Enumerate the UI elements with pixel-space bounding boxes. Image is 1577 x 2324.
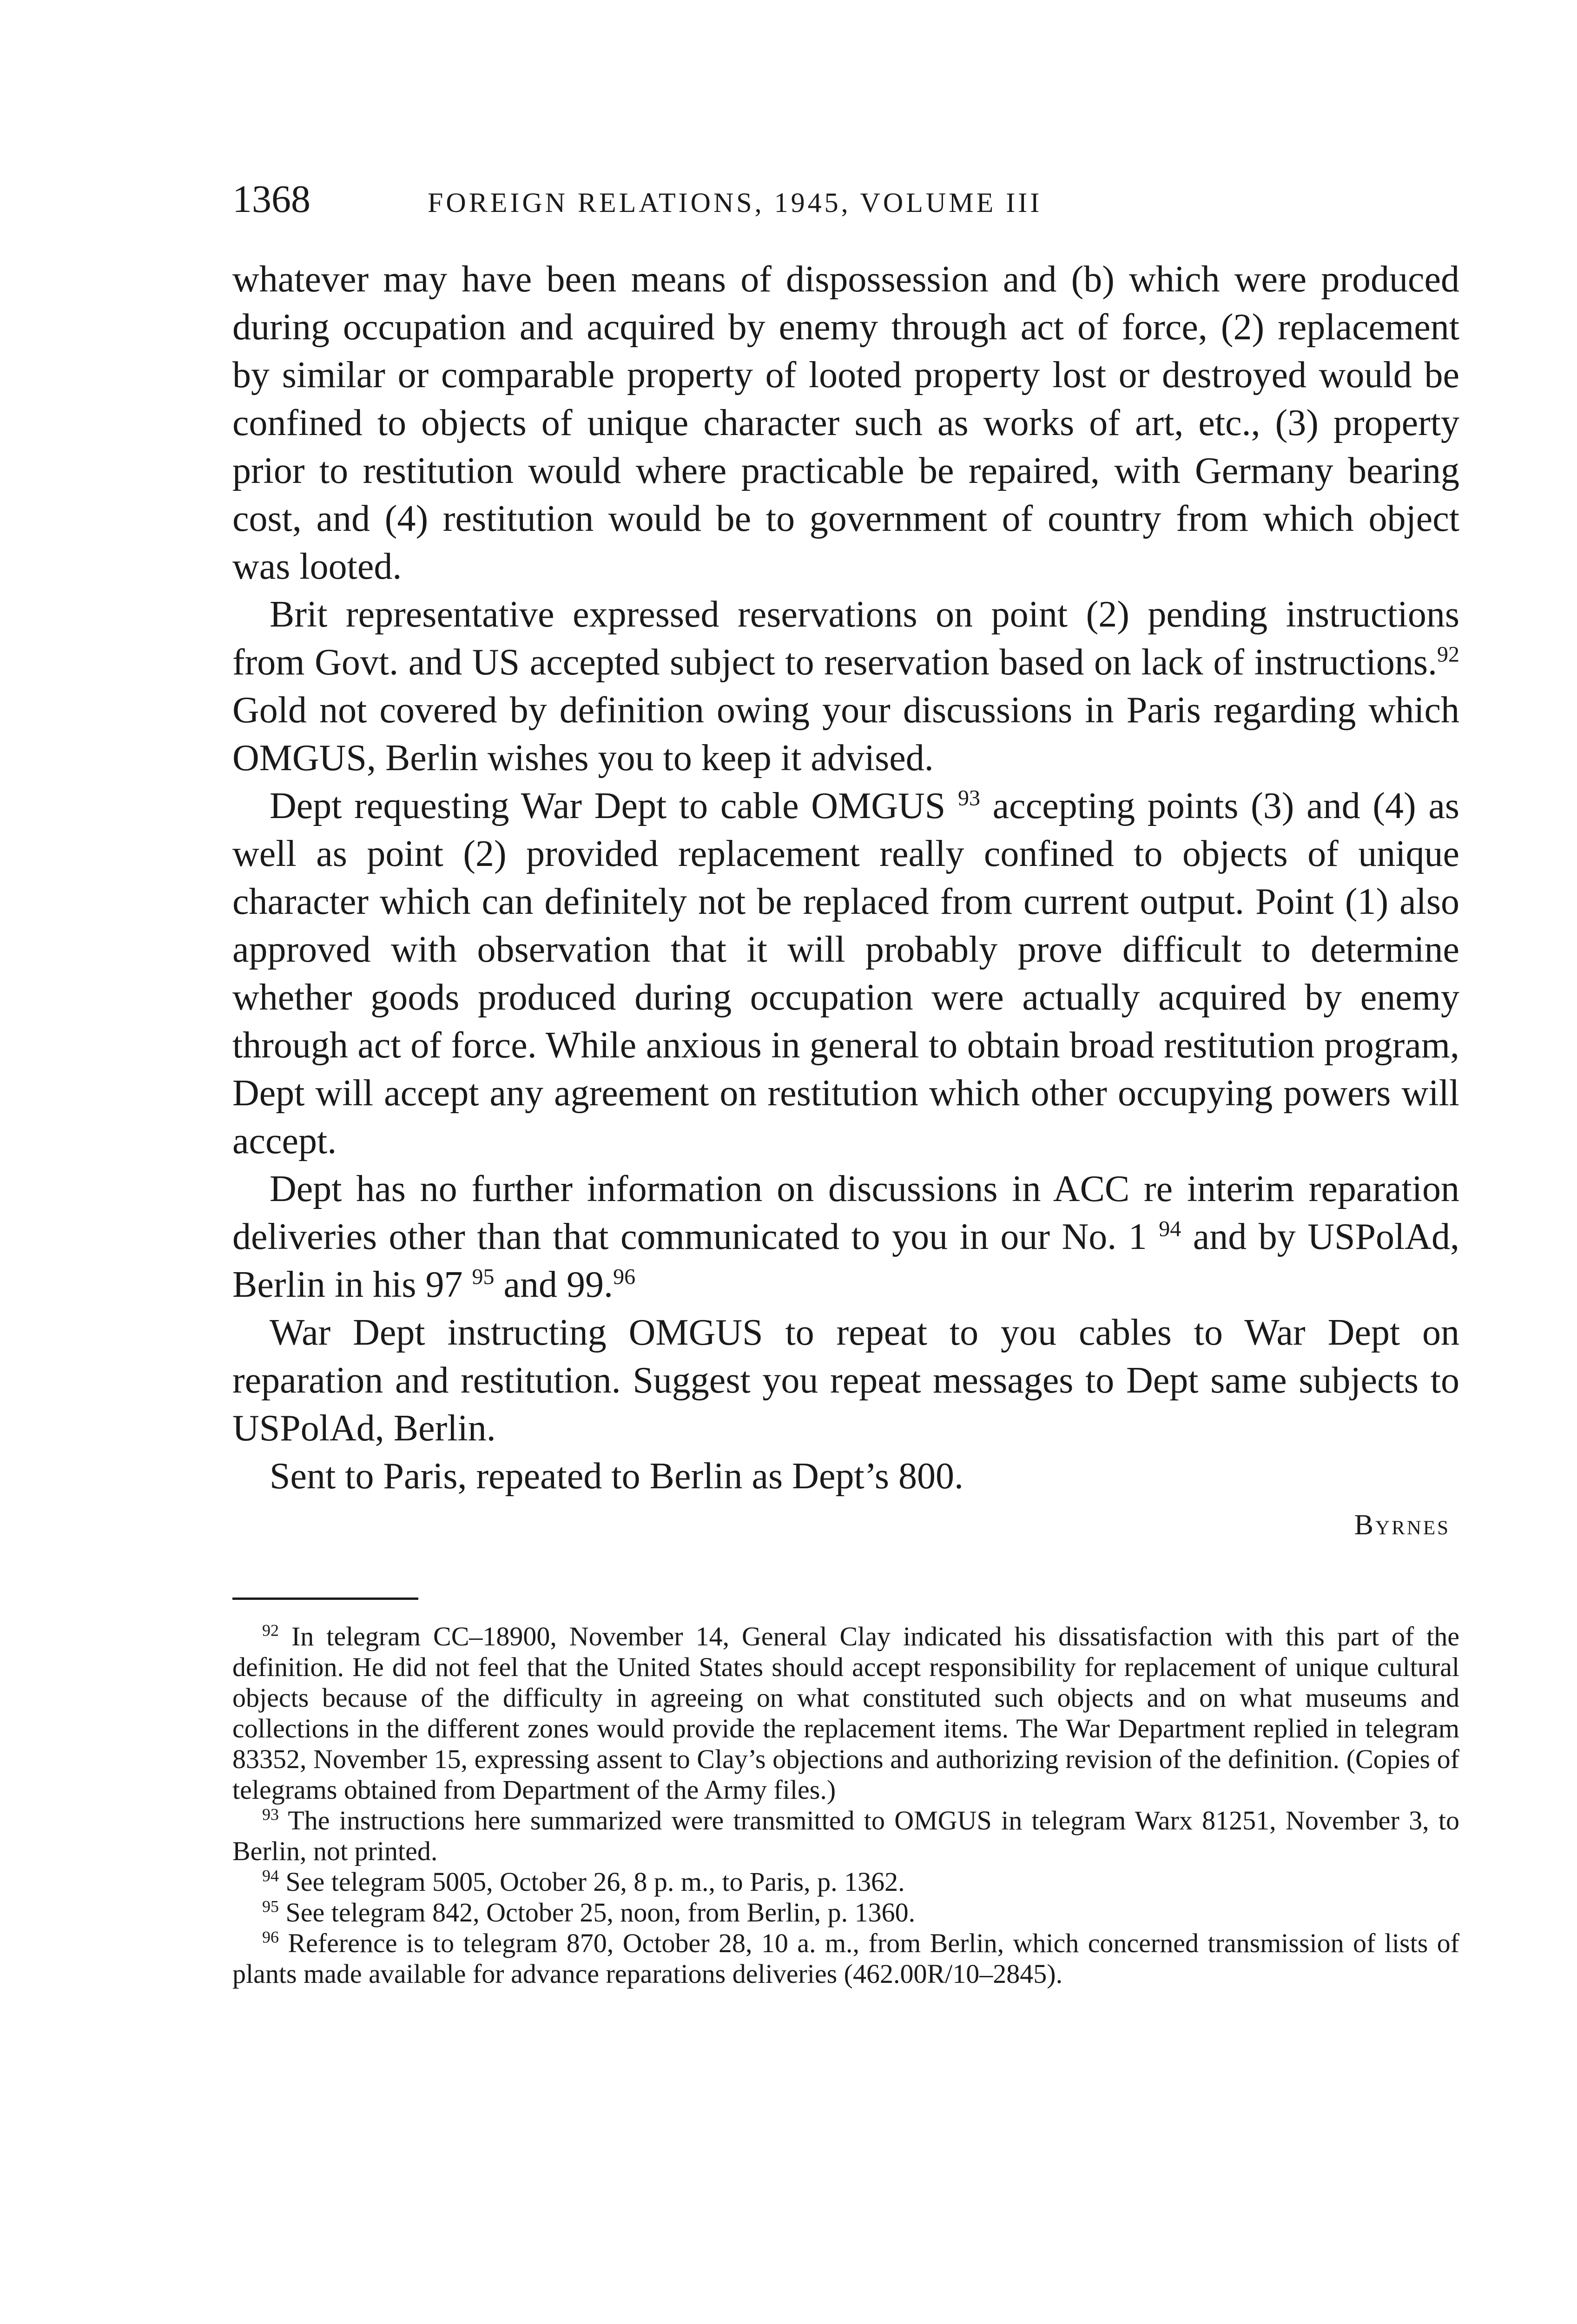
footnote-mark: 95: [262, 1897, 279, 1916]
footnote-text: See telegram 842, October 25, noon, from Berlin, p. 1360.: [279, 1897, 916, 1928]
footnote-mark: 93: [262, 1805, 279, 1824]
footnote-ref-96[interactable]: 96: [613, 1264, 636, 1289]
paragraph-2-part-b: Gold not covered by definition owing your discussions in Paris regarding which OMGUS, Berlin wishes you to keep it advised.: [232, 690, 1459, 779]
paragraph-5: War Dept instructing OMGUS to repeat to you cables to War Dept on reparation and restitution. Suggest you repeat messages to Dept same subjects to USPolAd, Berlin.: [232, 1312, 1459, 1449]
footnote-mark: 96: [262, 1928, 279, 1947]
footnote-93: [232, 1805, 1459, 1867]
footnote-ref-93[interactable]: 93: [957, 786, 980, 811]
paragraph-4-part-a: Dept has no further information on discussions in ACC re interim reparation deliveries other than that communicated to you in our No. 1: [232, 1169, 1459, 1257]
paragraph-2: [232, 591, 1459, 782]
footnote-text: In telegram CC–18900, November 14, General Clay indicated his dissatisfaction with this part of the definition. He did not feel that the United States should accept responsibility for replacement of unique cultural objects because of the difficulty in agreeing on what constituted such objects and on what museums and collections in the different zones would provide the replacement items. The War Department replied in telegram 83352, November 15, expressing assent to Clay’s objections and authorizing revision of the definition. (Copies of telegrams obtained from Department of the Army files.): [232, 1621, 1459, 1805]
footnote-94: [232, 1867, 1459, 1897]
footnote-text: See telegram 5005, October 26, 8 p. m., to Paris, p. 1362.: [279, 1867, 905, 1897]
footnote-divider: [232, 1598, 418, 1600]
footnote-ref-94[interactable]: 94: [1159, 1216, 1181, 1241]
footnote-ref-92[interactable]: 92: [1437, 642, 1459, 667]
paragraph-4: [232, 1165, 1459, 1309]
signature: Byrnes: [1354, 1509, 1450, 1541]
paragraph-4-part-c: and 99.: [494, 1264, 614, 1305]
footnote-96: [232, 1928, 1459, 1989]
footnote-mark: 94: [262, 1866, 279, 1885]
page-number: 1368: [232, 178, 310, 221]
body-text: [232, 256, 1459, 1500]
running-title: FOREIGN RELATIONS, 1945, VOLUME III: [428, 187, 1043, 218]
running-head: [232, 177, 1459, 237]
footnote-92: [232, 1621, 1459, 1805]
paragraph-3: [232, 782, 1459, 1165]
footnotes: [232, 1621, 1459, 1989]
footnote-text: The instructions here summarized were transmitted to OMGUS in telegram Warx 81251, November 3, to Berlin, not printed.: [232, 1805, 1459, 1866]
footnote-95: [232, 1897, 1459, 1928]
paragraph-6: Sent to Paris, repeated to Berlin as Dept’s 800.: [270, 1456, 964, 1497]
document-page: [232, 177, 1459, 1989]
footnote-mark: 92: [262, 1621, 279, 1640]
paragraph-1: whatever may have been means of dispossession and (b) which were produced during occupation and acquired by enemy through act of force, (2) replacement by similar or comparable property of looted property lost or destroyed would be confined to objects of unique character such as works of art, etc., (3) property prior to restitution would where practicable be repaired, with Germany bearing cost, and (4) restitution would be to government of country from which object was looted.: [232, 259, 1459, 587]
paragraph-3-part-a: Dept requesting War Dept to cable OMGUS: [270, 786, 958, 826]
paragraph-4-part-b: and by USPolAd, Berlin in his 97: [232, 1216, 1460, 1305]
paragraph-2-part-a: Brit representative expressed reservations on point (2) pending instructions from Govt. and US accepted subject to reservation based on lack of instructions.: [232, 594, 1459, 683]
footnote-ref-95[interactable]: 95: [472, 1264, 495, 1289]
footnote-text: Reference is to telegram 870, October 28, 10 a. m., from Berlin, which concerned transmission of lists of plants made available for advance reparations deliveries (462.00R/10–2845).: [232, 1928, 1459, 1989]
paragraph-3-part-b: accepting points (3) and (4) as well as point (2) provided replacement really confined to objects of unique character which can definitely not be replaced from current output. Point (1) also approved with observation that it will probably prove difficult to determine whether goods produced during occupation were actually acquired by enemy through act of force. While anxious in general to obtain broad restitution program, Dept will accept any agreement on restitution which other occupying powers will accept.: [232, 786, 1460, 1162]
